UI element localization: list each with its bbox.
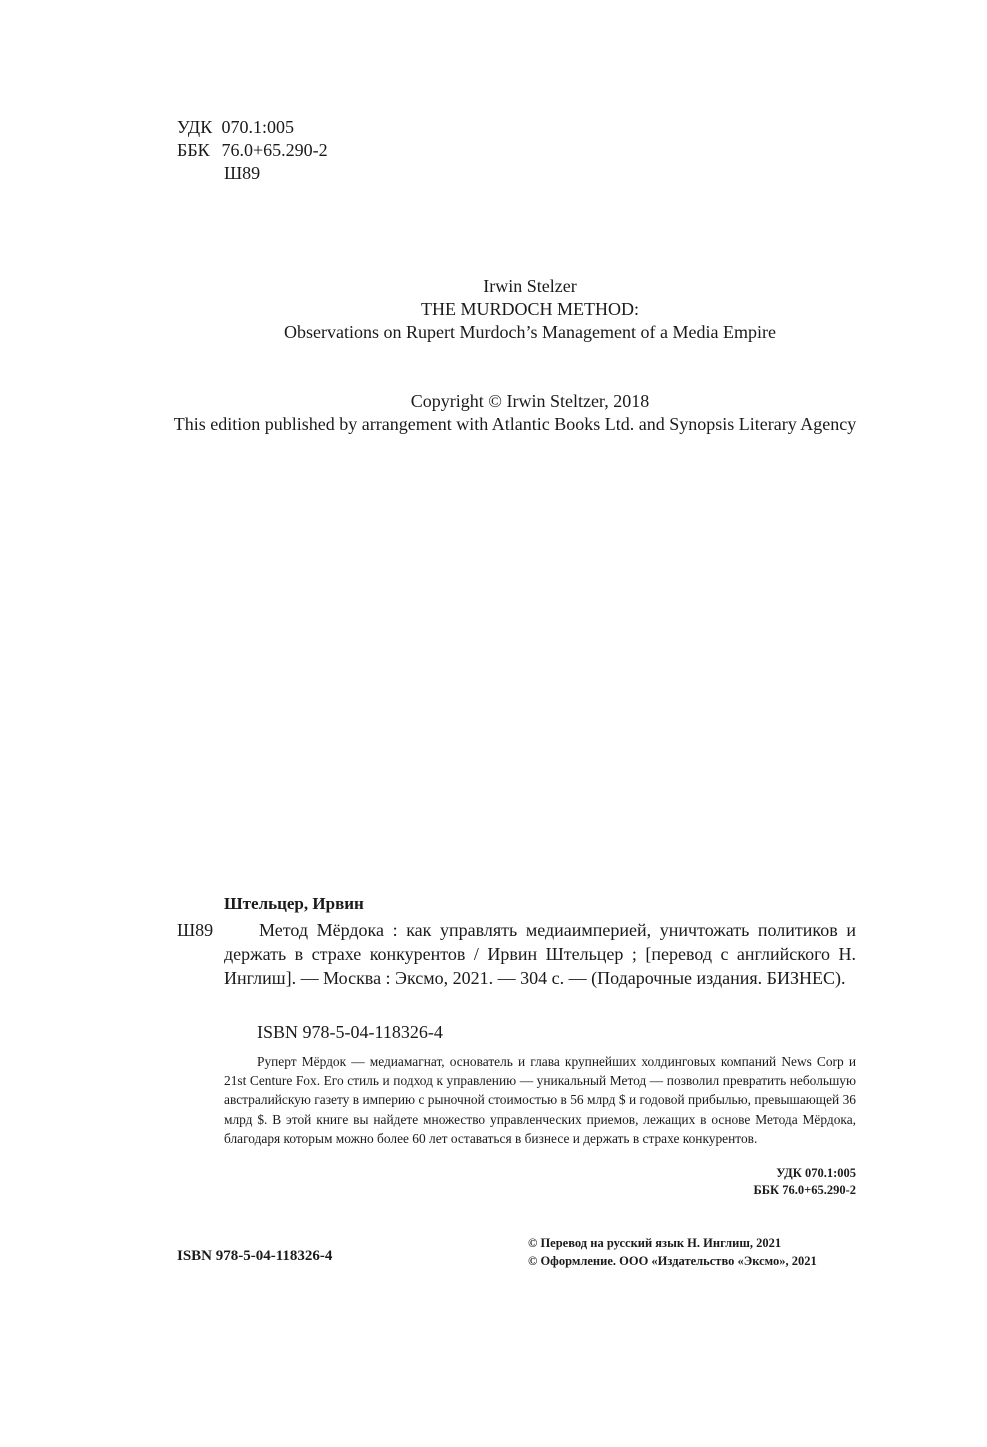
copyright-block: [528, 1234, 817, 1270]
bib-author-heading: Штельцер, Ирвин: [224, 894, 364, 913]
bib-code: Ш89: [177, 920, 214, 940]
bib-description: Метод Мёрдока : как управлять медиаимперией, уничтожать политиков и держать в страхе конкурентов / Ирвин Штельцер ; [перевод с английского Н. Инглиш]. — Москва : Эксмо, 2021. — 304 с. — (Подарочные издания. БИЗНЕС).: [224, 920, 856, 988]
original-subtitle: Observations on Rupert Murdoch’s Management of a Media Empire: [284, 322, 776, 342]
original-author: Irwin Stelzer: [483, 276, 577, 296]
bbk-value: 76.0+65.290-2: [221, 140, 328, 160]
bbk-label: ББК: [177, 140, 210, 160]
bib-isbn: ISBN 978-5-04-118326-4: [257, 1022, 443, 1042]
udk-value: 070.1:005: [221, 117, 295, 137]
bbk-line: ББК 76.0+65.290-2: [753, 1183, 856, 1197]
copyright-line: Copyright © Irwin Steltzer, 2018: [410, 391, 650, 411]
edition-note: This edition published by arrangement with Atlantic Books Ltd. and Synopsis Literary Agency: [173, 414, 857, 434]
annotation: Руперт Мёрдок — медиамагнат, основатель и глава крупнейших холдинговых компаний News Corp и 21st Centure Fox. Его стиль и подход к управлению — уникальный Метод — позволил превратить небольшую австралийскую газету в империю с рыночной стоимостью в 56 млрд $ и годовой прибылью, превышающей 36 млрд $. В этой книге вы найдете множество управленческих приемов, лежащих в основе Метода Мёрдока, благодаря которым можно более 60 лет оставаться в бизнесе и держать в страхе конкурентов.: [224, 1054, 856, 1146]
design-copyright: © Оформление. ООО «Издательство «Эксмо», 2021: [528, 1254, 817, 1268]
udk-bbk-block: [640, 1165, 856, 1199]
author-mark: Ш89: [224, 163, 261, 183]
footer-isbn: ISBN 978-5-04-118326-4: [177, 1248, 333, 1264]
bbk-row: [177, 138, 328, 162]
original-title: THE MURDOCH METHOD:: [421, 299, 639, 319]
udk-label: УДК: [177, 117, 213, 137]
udk-line: УДК 070.1:005: [776, 1166, 856, 1180]
translation-copyright: © Перевод на русский язык Н. Инглиш, 2021: [528, 1236, 782, 1250]
udk-row: [177, 115, 294, 139]
